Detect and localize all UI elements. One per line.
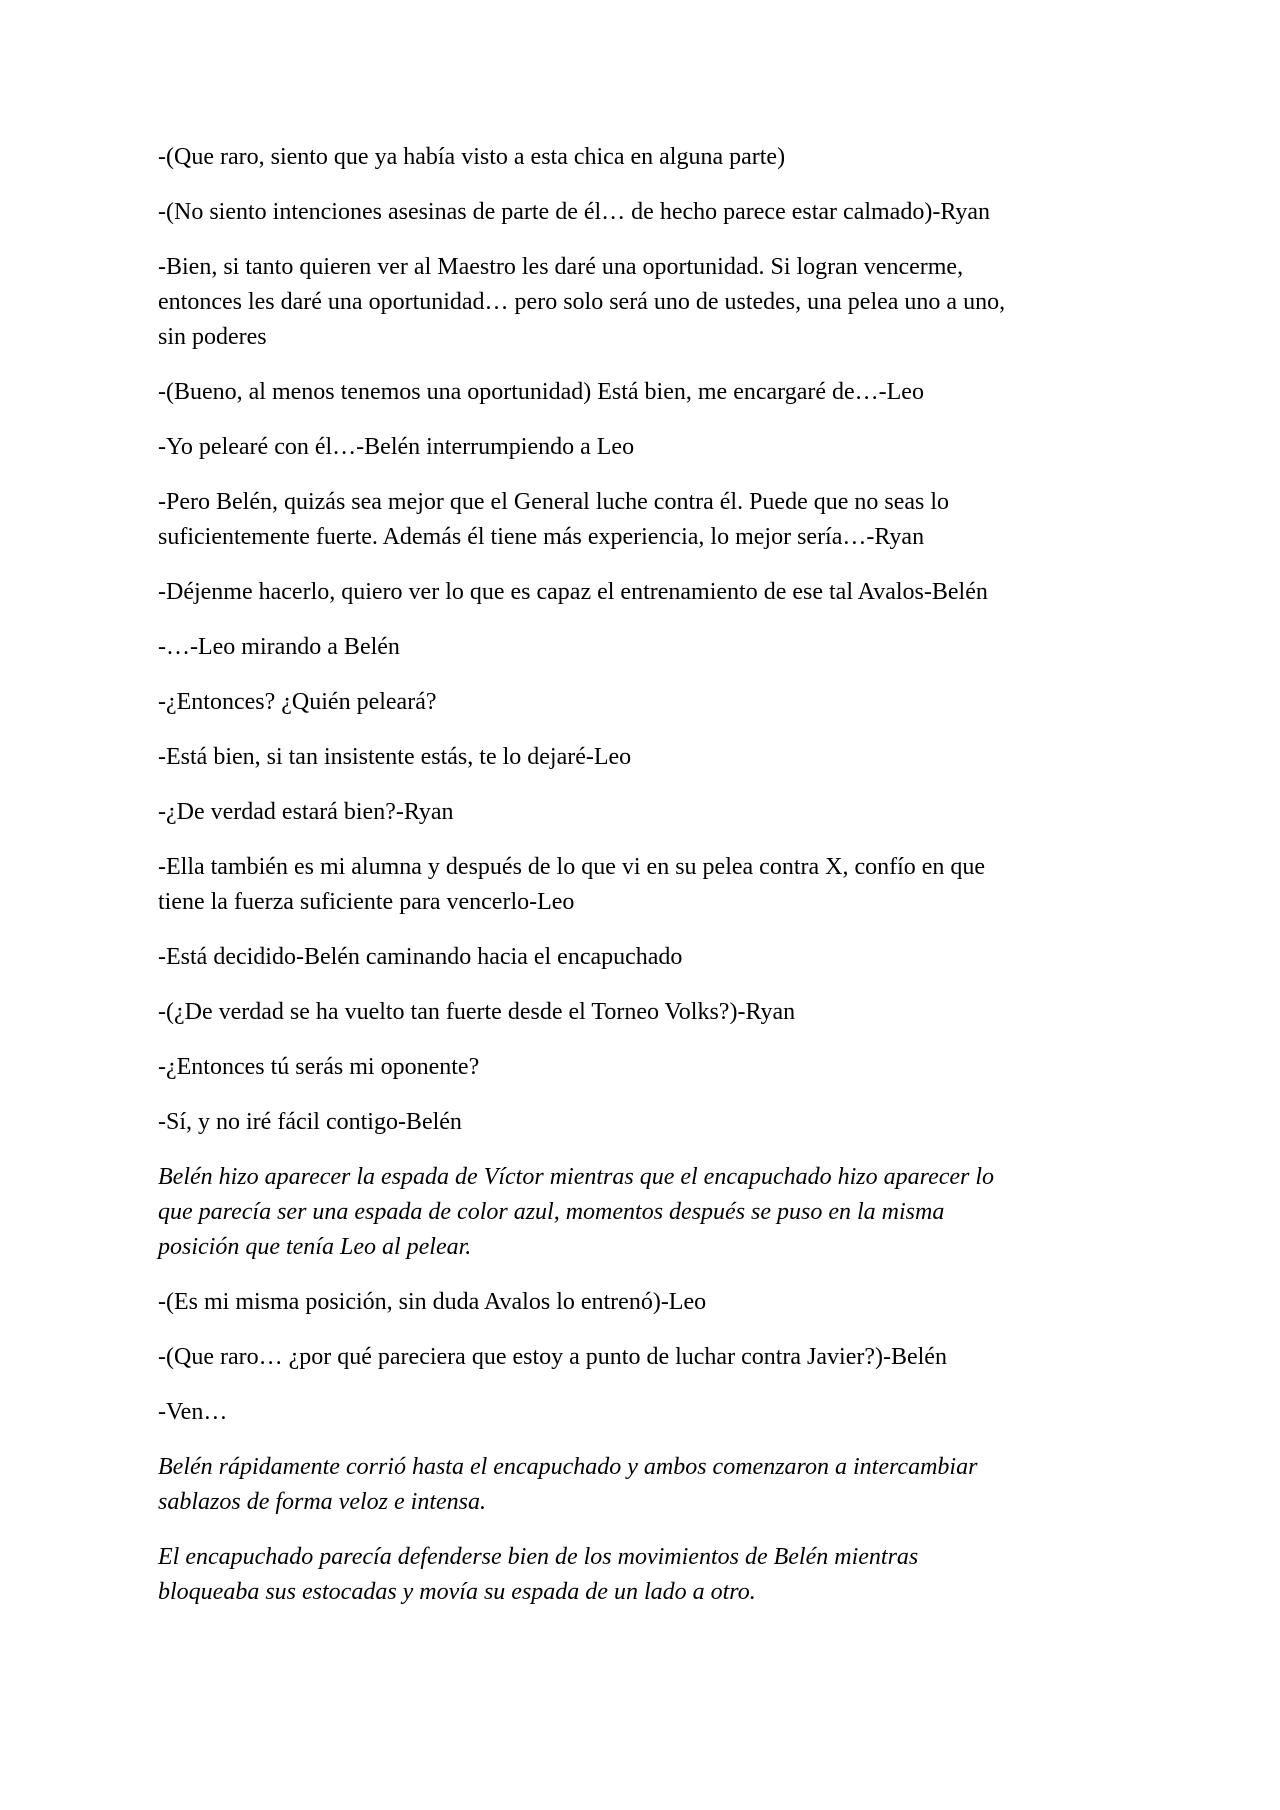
paragraph-6: -Pero Belén, quizás sea mejor que el General luche contra él. Puede que no seas lo suficientemente fuerte. Además él tiene más experiencia, lo mejor sería…-Ryan [158,489,950,550]
paragraph-16: -Sí, y no iré fácil contigo-Belén [158,1109,462,1135]
paragraph-17: Belén hizo aparecer la espada de Víctor mientras que el encapuchado hizo aparecer lo que parecía ser una espada de color azul, momentos después se puso en la misma posición que tenía Leo al pelear. [158,1164,995,1260]
paragraph-15: -¿Entonces tú serás mi oponente? [158,1054,480,1080]
paragraph-4: -(Bueno, al menos tenemos una oportunidad) Está bien, me encargaré de…-Leo [158,379,924,405]
paragraph-5: -Yo pelearé con él…-Belén interrumpiendo a Leo [158,434,635,460]
paragraph-3: -Bien, si tanto quieren ver al Maestro les daré una oportunidad. Si logran vencerme, entonces les daré una oportunidad… pero solo será uno de ustedes, una pelea uno a uno, sin poderes [158,254,1006,350]
paragraph-2: -(No siento intenciones asesinas de parte de él… de hecho parece estar calmado)-Ryan [158,199,991,225]
paragraph-20: -Ven… [158,1399,228,1425]
paragraph-18: -(Es mi misma posición, sin duda Avalos lo entrenó)-Leo [158,1289,707,1315]
paragraph-14: -(¿De verdad se ha vuelto tan fuerte desde el Torneo Volks?)-Ryan [158,999,796,1025]
paragraph-12: -Ella también es mi alumna y después de lo que vi en su pelea contra X, confío en que tiene la fuerza suficiente para vencerlo-Leo [158,854,986,915]
paragraph-10: -Está bien, si tan insistente estás, te lo dejaré-Leo [158,744,632,770]
paragraph-21: Belén rápidamente corrió hasta el encapuchado y ambos comenzaron a intercambiar sablazos de forma veloz e intensa. [158,1454,978,1515]
paragraph-9: -¿Entonces? ¿Quién peleará? [158,689,437,715]
document-content [158,140,1163,1630]
paragraph-8: -…-Leo mirando a Belén [158,634,400,660]
paragraph-11: -¿De verdad estará bien?-Ryan [158,799,454,825]
paragraph-19: -(Que raro… ¿por qué pareciera que estoy a punto de luchar contra Javier?)-Belén [158,1344,947,1370]
paragraph-7: -Déjenme hacerlo, quiero ver lo que es capaz el entrenamiento de ese tal Avalos-Belén [158,579,988,605]
paragraph-1: -(Que raro, siento que ya había visto a esta chica en alguna parte) [158,144,786,170]
paragraph-22: El encapuchado parecía defenderse bien de los movimientos de Belén mientras bloqueaba sus estocadas y movía su espada de un lado a otro. [158,1544,919,1605]
paragraph-13: -Está decidido-Belén caminando hacia el encapuchado [158,944,683,970]
